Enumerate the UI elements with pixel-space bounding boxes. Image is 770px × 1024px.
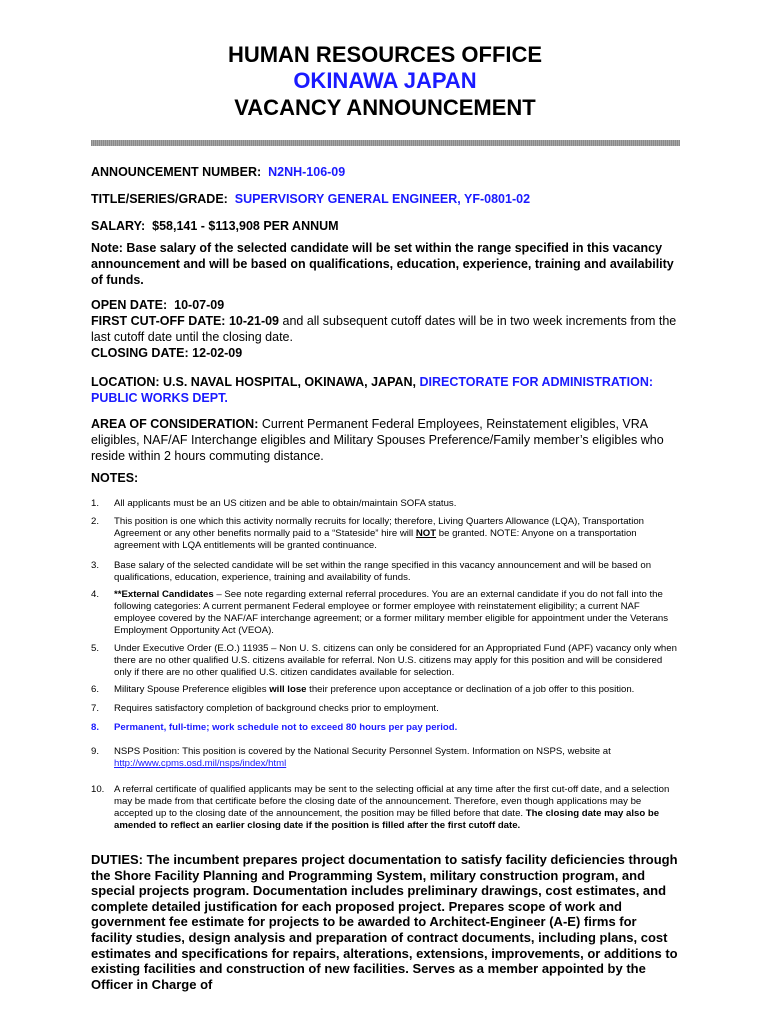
note-text-part: their preference upon acceptance or declination of a job offer to this position. xyxy=(306,684,635,695)
note-item xyxy=(91,560,681,584)
note-emphasis: will lose xyxy=(269,684,307,695)
divider-bar xyxy=(91,140,680,146)
note-text-part: Military Spouse Preference eligibles xyxy=(114,684,270,695)
announcement-number xyxy=(91,164,681,180)
title-series-grade xyxy=(91,191,681,207)
note-text: Permanent, full-time; work schedule not to exceed 80 hours per pay period. xyxy=(114,722,458,733)
note-item xyxy=(91,516,681,552)
location-value: DIRECTORATE FOR ADMINISTRATION: PUBLIC WORKS DEPT. xyxy=(91,375,654,405)
salary-label: SALARY: xyxy=(91,219,146,233)
notes-heading: NOTES: xyxy=(91,471,139,485)
header-location: OKINAWA JAPAN xyxy=(293,68,477,93)
note-text: Base salary of the selected candidate will be set within the range specified in this vacancy announcement and will be based on qualifications, education, experience, training and availability of funds. xyxy=(114,560,652,583)
note-item xyxy=(91,643,681,679)
note-text xyxy=(114,516,681,552)
header-title: VACANCY ANNOUNCEMENT xyxy=(234,95,536,120)
closing-date-value: 12-02-09 xyxy=(192,346,243,360)
note-text xyxy=(114,784,681,832)
note-number: 10. xyxy=(91,784,105,795)
note-number: 8. xyxy=(91,722,100,733)
note-number: 5. xyxy=(91,643,100,654)
announcement-label: ANNOUNCEMENT NUMBER: xyxy=(91,165,262,179)
note-emphasis: NOT xyxy=(415,528,437,539)
note-text-part: be granted. NOTE: Anyone on a transportation agreement with LQA entitlements will be granted continuance. xyxy=(114,528,637,551)
salary-value: $58,141 - $113,908 PER ANNUM xyxy=(152,219,339,233)
note-item xyxy=(91,784,681,832)
note-number: 3. xyxy=(91,560,100,571)
note-emphasis: **External Candidates xyxy=(114,589,214,600)
note-item xyxy=(91,684,681,696)
note-item xyxy=(91,703,681,715)
note-text: All applicants must be an US citizen and be able to obtain/maintain SOFA status. xyxy=(114,498,457,509)
announcement-value: N2NH-106-09 xyxy=(268,165,346,179)
note-text-part: A referral certificate of qualified applicants may be sent to the selecting official at any time after the first cut-off date, and a selection may be made from that certificate before the closing date of the announcement. Therefore, even though applications may be accepted up to the closing date of the announcement, the position may be filled before that date. xyxy=(114,784,670,819)
area-of-consideration xyxy=(91,416,681,464)
cutoff-date-text: and all subsequent cutoff dates will be in two week increments from the last cutoff date until the closing date. xyxy=(91,314,677,344)
nsps-link[interactable]: http://www.cpms.osd.mil/nsps/index/html xyxy=(114,758,287,769)
open-date-label: OPEN DATE: xyxy=(91,298,168,312)
cutoff-date-value: 10-21-09 xyxy=(228,314,280,328)
header-office: HUMAN RESOURCES OFFICE xyxy=(227,42,543,67)
note-text-part: – See note regarding external referral procedures. You are an external candidate if you do not fall into the following categories: A current permanent Federal employee or former employee with reinstatement eligibility; a current NAF employee covered by the NAF/AF interchange agreement; or a former military member eligible for appointment under the Veterans Employment Opportunity Act (VEOA). xyxy=(114,589,669,636)
salary xyxy=(91,218,681,234)
note-text xyxy=(114,684,681,696)
area-label: AREA OF CONSIDERATION: xyxy=(91,417,259,431)
title-value: SUPERVISORY GENERAL ENGINEER, YF-0801-02 xyxy=(234,192,531,206)
open-date-value: 10-07-09 xyxy=(174,298,225,312)
note-number: 6. xyxy=(91,684,100,695)
note-item xyxy=(91,498,681,510)
title-label: TITLE/SERIES/GRADE: xyxy=(91,192,228,206)
note-text: Under Executive Order (E.O.) 11935 – Non U. S. citizens can only be considered for an Appropriated Fund (APF) vacancy only when there are no other qualified U.S. citizens available for referral. Non U.S. citizens may apply for this position and will be considered only if there are no other qualified U.S. citizen candidates available for selection. xyxy=(114,643,677,678)
closing-date-label: CLOSING DATE: xyxy=(91,346,189,360)
note-text: Requires satisfactory completion of background checks prior to employment. xyxy=(114,703,439,714)
area-value: Current Permanent Federal Employees, Reinstatement eligibles, VRA eligibles, NAF/AF Interchange eligibles and Military Spouses Preference/Family member’s eligibles who reside within 2 hours commuting distance. xyxy=(91,417,664,463)
duties-paragraph: DUTIES: The incumbent prepares project documentation to satisfy facility deficiencies through the Shore Facility Planning and Programming System, military construction program, and special projects program. Documentation includes preliminary drawings, cost estimates, and complete detailed justification for each proposed project. Prepares scope of work and government fee estimate for projects to be awarded to Architect-Engineer (A-E) firms for facility studies, design analysis and preparation of contract documents, including plans, cost estimates and specifications for repairs, alterations, extensions, improvements, or additions to existing facilities and construction of new facilities. Serves as a member appointed by the Officer in Charge of xyxy=(91,852,678,992)
location xyxy=(91,374,681,406)
note-number: 4. xyxy=(91,589,100,600)
note-text-part: This position is one which this activity normally recruits for locally; therefore, Living Quarters Allowance (LQA), Transportation Agreement or any other benefits normally paid to a “Stateside” hire will xyxy=(114,516,645,539)
note-emphasis: The closing date may also be amended to reflect an earlier closing date if the position is filled after the first cutoff date. xyxy=(114,808,660,831)
note-text xyxy=(114,746,681,770)
dates xyxy=(91,297,681,361)
note-text xyxy=(114,589,681,637)
note-item xyxy=(91,722,681,734)
salary-note: Note: Base salary of the selected candidate will be set within the range specified in this vacancy announcement and will be based on qualifications, education, experience, training and availability of funds. xyxy=(91,241,674,287)
note-number: 7. xyxy=(91,703,100,714)
note-text-part: NSPS Position: This position is covered by the National Security Personnel System. Information on NSPS, website at xyxy=(114,746,611,757)
cutoff-date-label: FIRST CUT-OFF DATE: xyxy=(91,314,226,328)
location-label: LOCATION: U.S. NAVAL HOSPITAL, OKINAWA, JAPAN, xyxy=(91,375,417,389)
note-number: 1. xyxy=(91,498,100,509)
note-number: 2. xyxy=(91,516,100,527)
note-number: 9. xyxy=(91,746,100,757)
note-item xyxy=(91,746,681,770)
note-item xyxy=(91,589,681,637)
